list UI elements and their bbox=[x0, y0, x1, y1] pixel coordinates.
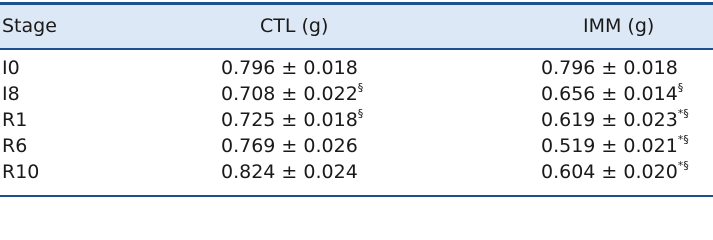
header-stage: Stage bbox=[2, 15, 57, 37]
ctl-cell bbox=[221, 160, 358, 184]
imm-value: 0.519 ± 0.021 bbox=[541, 135, 678, 157]
imm-significance-mark: § bbox=[677, 81, 684, 94]
ctl-value: 0.769 ± 0.026 bbox=[221, 135, 358, 157]
table-row bbox=[0, 56, 713, 80]
stage-cell: R6 bbox=[2, 135, 28, 157]
ctl-value: 0.725 ± 0.018 bbox=[221, 109, 358, 131]
stage-cell: R1 bbox=[2, 109, 28, 131]
imm-significance-mark: *§ bbox=[677, 107, 689, 120]
ctl-cell bbox=[221, 56, 358, 80]
ctl-cell bbox=[221, 108, 363, 132]
imm-value: 0.619 ± 0.023 bbox=[541, 109, 678, 131]
imm-significance-mark: *§ bbox=[677, 159, 689, 172]
imm-significance-mark: *§ bbox=[677, 133, 689, 146]
ctl-value: 0.796 ± 0.018 bbox=[221, 57, 358, 79]
ctl-significance-mark: § bbox=[357, 81, 364, 94]
imm-cell bbox=[541, 56, 678, 80]
imm-value: 0.796 ± 0.018 bbox=[541, 57, 678, 79]
ctl-significance-mark: § bbox=[357, 107, 364, 120]
imm-value: 0.604 ± 0.020 bbox=[541, 161, 678, 183]
stage-cell: I8 bbox=[2, 83, 20, 105]
ctl-value: 0.708 ± 0.022 bbox=[221, 83, 358, 105]
ctl-value: 0.824 ± 0.024 bbox=[221, 161, 358, 183]
stage-cell: I0 bbox=[2, 57, 20, 79]
table-row bbox=[0, 134, 713, 158]
table-bottom-rule bbox=[0, 195, 713, 197]
imm-cell bbox=[541, 160, 689, 184]
header-imm: IMM (g) bbox=[583, 15, 655, 37]
table-row bbox=[0, 82, 713, 106]
ctl-cell bbox=[221, 82, 363, 106]
stage-cell: R10 bbox=[2, 161, 40, 183]
table-header-rule bbox=[0, 48, 713, 50]
ctl-cell bbox=[221, 134, 358, 158]
imm-cell bbox=[541, 82, 683, 106]
table-row bbox=[0, 108, 713, 132]
imm-cell bbox=[541, 134, 689, 158]
imm-cell bbox=[541, 108, 689, 132]
imm-value: 0.656 ± 0.014 bbox=[541, 83, 678, 105]
header-ctl: CTL (g) bbox=[260, 15, 329, 37]
table-row bbox=[0, 160, 713, 184]
